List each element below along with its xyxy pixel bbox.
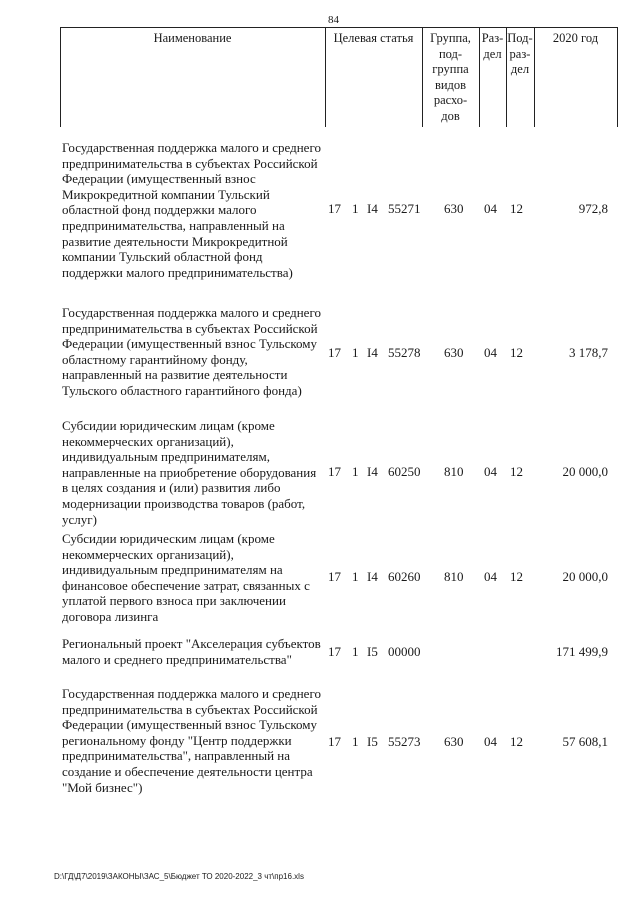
row-name: Субсидии юридическим лицам (кроме некоммерческих организаций), индивидуальным предпринимателям на финансовое обеспечение затрат, связанных с уплатой первого взноса при заключении договора лизинга	[62, 531, 310, 624]
target-code-2: 1	[352, 464, 359, 479]
row-name: Государственная поддержка малого и среднего предпринимательства в субъектах Российской Федерации (имущественный взнос Микрокредитной компании Тульский областной фонд поддержки малого предпринимательства, направленный на развитие деятельности Микрокредитной компании Тульский областной фонд поддержки малого предпринимательства)	[62, 140, 321, 280]
target-code-4: 60250	[388, 464, 421, 479]
column-divider	[617, 27, 618, 127]
amount: 20 000,0	[562, 464, 608, 479]
target-code-2: 1	[352, 644, 359, 659]
page-number: 84	[328, 14, 339, 26]
target-code-1: 17	[328, 734, 341, 749]
file-path-footer: D:\ГД\Д7\2019\ЗАКОНЫ\ЗАС_5\Бюджет ТО 2020-2022_3 чт\пр16.xls	[54, 872, 304, 881]
header-group: Группа, под- группа видов расхо- дов	[430, 31, 471, 123]
target-code-4: 55271	[388, 201, 421, 216]
amount: 20 000,0	[562, 569, 608, 584]
subsection-code: 12	[510, 569, 523, 584]
target-code-2: 1	[352, 569, 359, 584]
section-code: 04	[484, 345, 497, 360]
amount: 3 178,7	[569, 345, 608, 360]
target-code-4: 55273	[388, 734, 421, 749]
target-code-3: I5	[367, 644, 378, 659]
target-code-3: I4	[367, 201, 378, 216]
group-code: 630	[444, 734, 464, 749]
target-code-2: 1	[352, 201, 359, 216]
target-code-1: 17	[328, 345, 341, 360]
subsection-code: 12	[510, 345, 523, 360]
group-code: 810	[444, 464, 464, 479]
target-code-3: I5	[367, 734, 378, 749]
target-code-1: 17	[328, 569, 341, 584]
target-code-1: 17	[328, 201, 341, 216]
section-code: 04	[484, 734, 497, 749]
amount: 972,8	[578, 201, 608, 216]
header-section: Раз- дел	[481, 31, 504, 61]
section-code: 04	[484, 201, 497, 216]
target-code-1: 17	[328, 644, 341, 659]
row-name: Субсидии юридическим лицам (кроме некоммерческих организаций), индивидуальным предпринимателям, направленные на приобретение оборудования в целях создания и (или) развития либо модернизации производства товаров (работ, услуг)	[62, 418, 317, 527]
header-subsection: Под- раз- дел	[507, 31, 533, 76]
target-code-2: 1	[352, 345, 359, 360]
row-name: Региональный проект "Акселерация субъектов малого и среднего предпринимательства"	[62, 636, 321, 667]
target-code-2: 1	[352, 734, 359, 749]
amount: 171 499,9	[556, 644, 608, 659]
subsection-code: 12	[510, 464, 523, 479]
target-code-1: 17	[328, 464, 341, 479]
row-name: Государственная поддержка малого и среднего предпринимательства в субъектах Российской Федерации (имущественный взнос Тульскому региональному фонду "Центр поддержки предпринимательства", направленный на создание и обеспечение деятельности центра "Мой бизнес")	[62, 686, 321, 795]
target-code-4: 00000	[388, 644, 421, 659]
target-code-4: 60260	[388, 569, 421, 584]
section-code: 04	[484, 464, 497, 479]
target-code-3: I4	[367, 569, 378, 584]
header-target: Целевая статья	[333, 31, 414, 45]
header-name: Наименование	[153, 31, 232, 45]
table-header	[60, 27, 618, 127]
subsection-code: 12	[510, 201, 523, 216]
group-code: 630	[444, 201, 464, 216]
target-code-4: 55278	[388, 345, 421, 360]
group-code: 630	[444, 345, 464, 360]
row-name: Государственная поддержка малого и среднего предпринимательства в субъектах Российской Федерации (имущественный взнос Тульскому областному гарантийному фонду, направленный на развитие деятельности Тульского областного гарантийного фонда)	[62, 305, 321, 398]
group-code: 810	[444, 569, 464, 584]
target-code-3: I4	[367, 464, 378, 479]
amount: 57 608,1	[562, 734, 608, 749]
target-code-3: I4	[367, 345, 378, 360]
section-code: 04	[484, 569, 497, 584]
subsection-code: 12	[510, 734, 523, 749]
header-year: 2020 год	[552, 31, 599, 45]
